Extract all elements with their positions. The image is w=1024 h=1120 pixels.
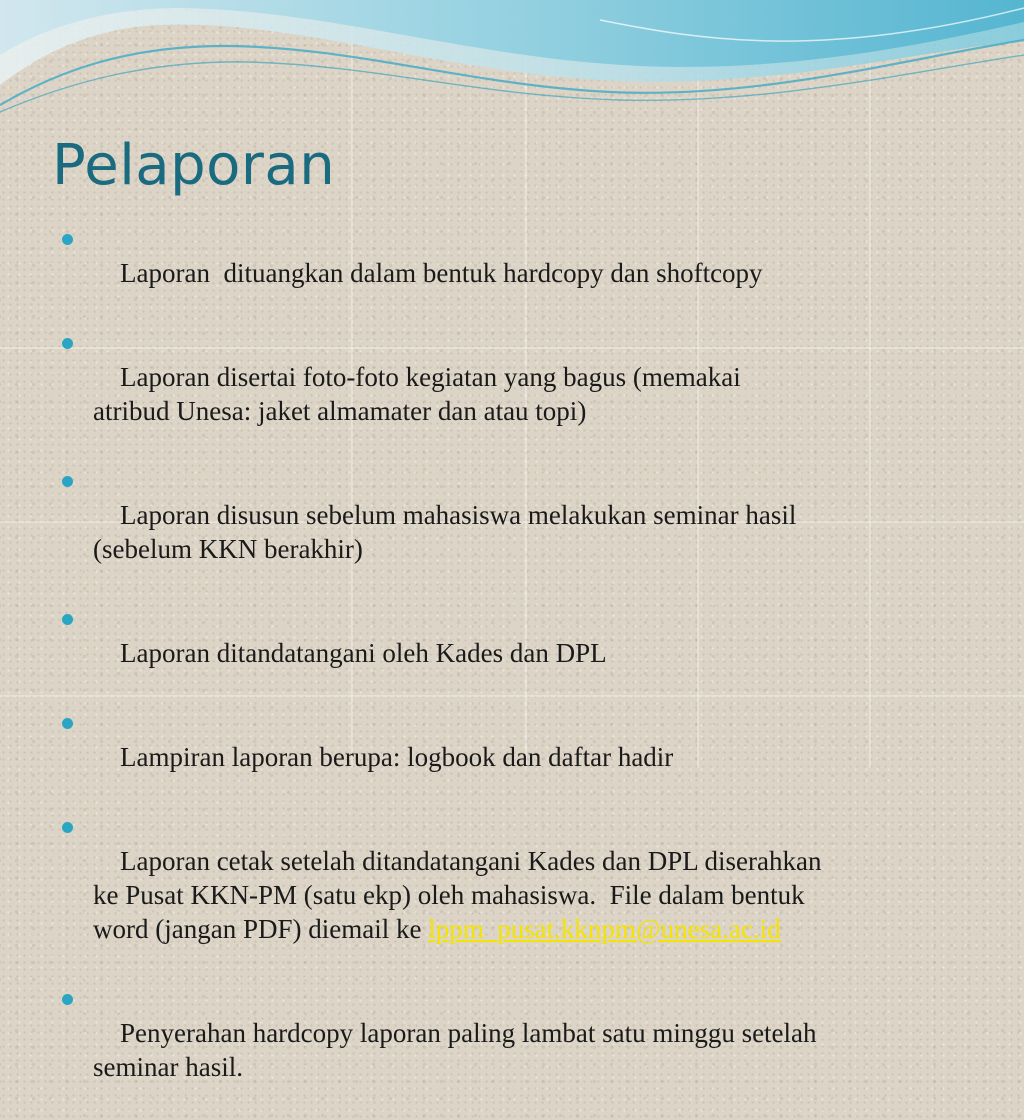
- bullet-text: Laporan ditandatangani oleh Kades dan DPL: [120, 638, 607, 668]
- bullet-dot-icon: [62, 476, 73, 487]
- bullet-dot-icon: [62, 338, 73, 349]
- bullet-dot-icon: [62, 718, 73, 729]
- list-item: [62, 602, 992, 704]
- bullet-text: Laporan cetak setelah ditandatangani Kades dan DPL diserahkan ke Pusat KKN-PM (satu ekp) oleh mahasiswa. File dalam bentuk word (jangan PDF) diemail ke: [93, 846, 822, 944]
- list-item: [62, 464, 992, 600]
- list-item: [62, 706, 992, 808]
- bullet-dot-icon: [62, 822, 73, 833]
- email-link[interactable]: lppm_pusat.kknpm@unesa.ac.id: [428, 914, 781, 944]
- bullet-dot-icon: [62, 614, 73, 625]
- bullet-list: [62, 222, 992, 1120]
- list-item: [62, 326, 992, 462]
- bullet-dot-icon: [62, 234, 73, 245]
- bullet-text: Lampiran laporan berupa: logbook dan daftar hadir: [120, 742, 674, 772]
- bullet-text: Penyerahan hardcopy laporan paling lambat satu minggu setelah seminar hasil.: [93, 1018, 817, 1082]
- list-item: [62, 810, 992, 980]
- bullet-dot-icon: [62, 994, 73, 1005]
- slide-title: Pelaporan: [52, 133, 336, 198]
- header-wave-decoration: [0, 0, 1024, 120]
- list-item: [62, 982, 992, 1118]
- list-item: [62, 222, 992, 324]
- bullet-text: Laporan disusun sebelum mahasiswa melakukan seminar hasil (sebelum KKN berakhir): [93, 500, 797, 564]
- bullet-text: Laporan dituangkan dalam bentuk hardcopy dan shoftcopy: [120, 258, 763, 288]
- bullet-text: Laporan disertai foto-foto kegiatan yang bagus (memakai atribud Unesa: jaket almamater dan atau topi): [93, 362, 741, 426]
